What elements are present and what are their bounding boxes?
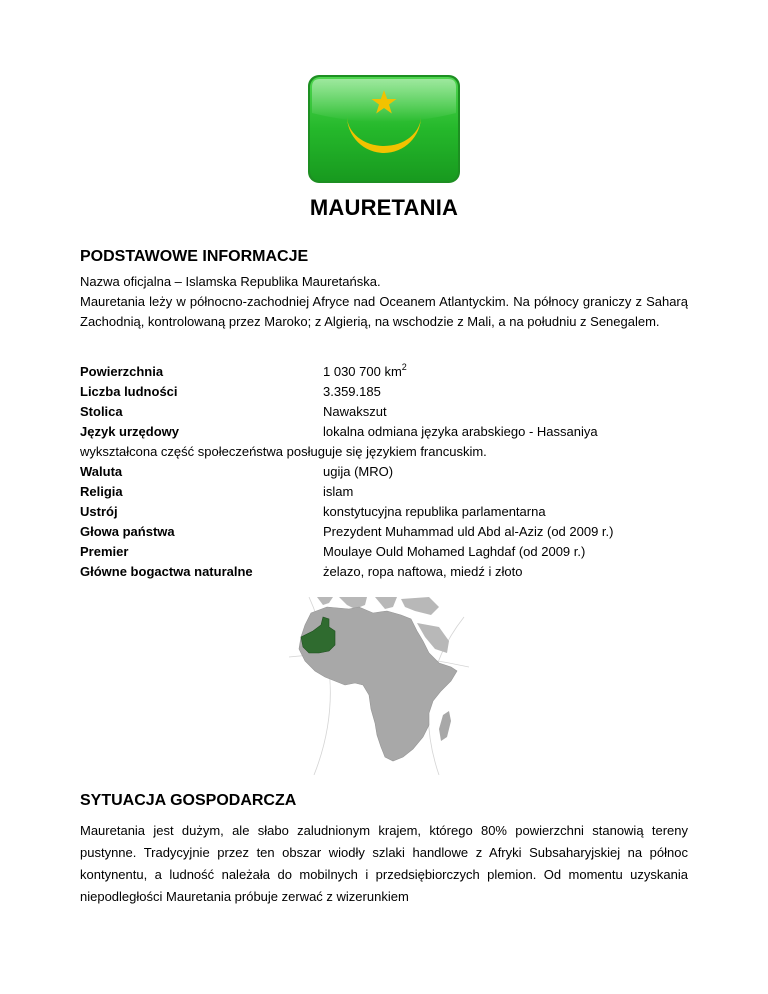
section-heading-economy: SYTUACJA GOSPODARCZA	[80, 792, 297, 809]
africa-locator-map	[289, 597, 469, 775]
area-superscript: 2	[401, 361, 407, 372]
fact-label: Główne bogactwa naturalne	[80, 564, 253, 579]
economy-paragraph: Mauretania jest dużym, ale słabo zaludnionym krajem, którego 80% powierzchni stanowią tereny pustynne. Tradycyjnie przez ten obszar wiodły szlaki handlowe z Afryki Subsaharyjskiej na północ kontynentu, a ludność należała do mobilnych i przedsiębiorczych plemion. Od momentu uzyskania niepodległości Mauretania próbuje zerwać z wizerunkiem	[80, 823, 688, 904]
fact-value: islam	[323, 484, 354, 499]
fact-row-resources	[80, 562, 700, 582]
fact-label: Premier	[80, 544, 129, 559]
map-icon	[289, 597, 469, 775]
location-paragraph: Mauretania leży w północno-zachodniej Afryce nad Oceanem Atlantyckim. Na północy graniczy z Saharą Zachodnią, kontrolowaną przez Maroko; z Algierią, na wschodzie z Mali, a na południu z Senegalem.	[80, 294, 688, 329]
fact-row-system	[80, 502, 700, 522]
fact-row-language	[80, 422, 700, 442]
language-note: wykształcona część społeczeństwa posługuje się językiem francuskim.	[80, 444, 487, 459]
fact-value: ugija (MRO)	[323, 464, 394, 479]
flag-icon	[306, 73, 462, 185]
fact-value: konstytucyjna republika parlamentarna	[323, 504, 546, 519]
fact-label: Ustrój	[80, 504, 118, 519]
section-heading-basic-info: PODSTAWOWE INFORMACJE	[80, 248, 309, 265]
fact-value: Nawakszut	[323, 404, 387, 419]
fact-label: Liczba ludności	[80, 384, 178, 399]
fact-label: Waluta	[80, 464, 123, 479]
fact-value: 3.359.185	[323, 384, 381, 399]
fact-value: Moulaye Ould Mohamed Laghdaf (od 2009 r.)	[323, 544, 586, 559]
fact-label: Stolica	[80, 404, 123, 419]
fact-row-head-of-state	[80, 522, 700, 542]
fact-row-area	[80, 362, 700, 382]
fact-value: lokalna odmiana języka arabskiego - Hassaniya	[323, 424, 598, 439]
area-value: 1 030 700 km	[323, 364, 402, 379]
fact-row-population	[80, 382, 700, 402]
fact-row-currency	[80, 462, 700, 482]
fact-label: Język urzędowy	[80, 424, 179, 439]
fact-row-premier	[80, 542, 700, 562]
fact-label: Religia	[80, 484, 123, 499]
fact-row-capital	[80, 402, 700, 422]
fact-value: żelazo, ropa naftowa, miedź i złoto	[323, 564, 523, 579]
fact-value	[323, 362, 407, 382]
fact-label: Głowa państwa	[80, 524, 175, 539]
fact-value: Prezydent Muhammad uld Abd al-Aziz (od 2009 r.)	[323, 524, 614, 539]
intro-text	[80, 272, 688, 332]
facts-list	[80, 362, 700, 582]
page-title: MAURETANIA	[309, 195, 459, 220]
mauritania-flag	[306, 73, 462, 185]
fact-row-religion	[80, 482, 700, 502]
official-name: Nazwa oficjalna – Islamska Republika Mauretańska.	[80, 274, 381, 289]
fact-label: Powierzchnia	[80, 364, 164, 379]
